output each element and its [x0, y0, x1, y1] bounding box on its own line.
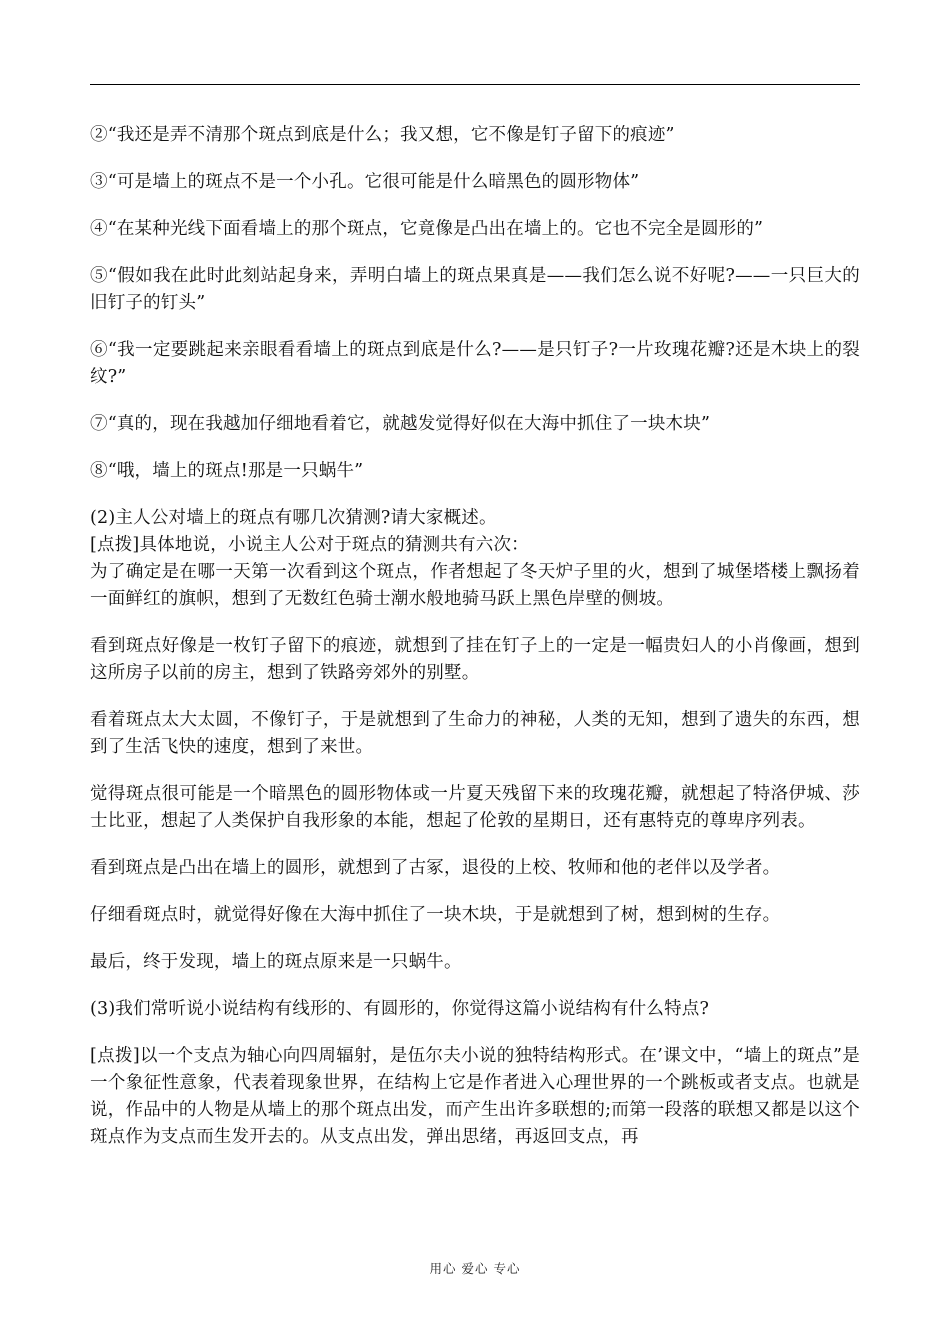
quote-7: ⑦“真的，现在我越加仔细地看着它，就越发觉得好似在大海中抓住了一块木块” — [90, 414, 711, 434]
hint-2-paragraph-4: 觉得斑点很可能是一个暗黑色的圆形物体或一片夏天残留下来的玫瑰花瓣，就想起了特洛伊城、莎士比亚，想起了人类保护自我形象的本能，想起了伦敦的星期日，还有惠特克的尊卑序列表。 — [90, 784, 860, 831]
hint-2-paragraph-7: 最后，终于发现，墙上的斑点原来是一只蜗牛。 — [90, 952, 462, 972]
question-3: (3)我们常听说小说结构有线形的、有圆形的，你觉得这篇小说结构有什么特点? — [90, 999, 710, 1019]
hint-2-paragraph-3: 看着斑点太大太圆，不像钉子，于是就想到了生命力的神秘，人类的无知，想到了遗失的东西，想到了生活飞快的速度，想到了来世。 — [90, 710, 860, 757]
hint-2-paragraph-6: 仔细看斑点时，就觉得好像在大海中抓住了一块木块，于是就想到了树，想到树的生存。 — [90, 905, 781, 925]
quote-6: ⑥“我一定要跳起来亲眼看看墙上的斑点到底是什么?——是只钉子?一片玫瑰花瓣?还是木块上的裂纹?” — [90, 340, 860, 387]
quote-4: ④“在某种光线下面看墙上的那个斑点，它竟像是凸出在墙上的。它也不完全是圆形的” — [90, 219, 764, 239]
header-rule — [90, 84, 860, 85]
hint-2-paragraph-5: 看到斑点是凸出在墙上的圆形，就想到了古冢，退役的上校、牧师和他的老伴以及学者。 — [90, 858, 781, 878]
quote-8: ⑧“哦，墙上的斑点!那是一只蜗牛” — [90, 461, 364, 481]
quote-2: ②“我还是弄不清那个斑点到底是什么；我又想，它不像是钉子留下的痕迹” — [90, 125, 675, 145]
hint-3: [点拨]以一个支点为轴心向四周辐射，是伍尔夫小说的独特结构形式。在’课文中，“墙上的斑点”是一个象征性意象，代表着现象世界，在结构上它是作者进入心理世界的一个跳板或者支点。也就是说，作品中的人物是从墙上的那个斑点出发，而产生出许多联想的;而第一段落的联想又都是以这个斑点作为支点而生发开去的。从支点出发，弹出思绪，再返回支点，再 — [90, 1046, 860, 1147]
quote-3: ③“可是墙上的斑点不是一个小孔。它很可能是什么暗黑色的圆形物体” — [90, 172, 640, 192]
hint-2-paragraph-1: 为了确定是在哪一天第一次看到这个斑点，作者想起了冬天炉子里的火，想到了城堡塔楼上飘扬着一面鲜红的旗帜，想到了无数红色骑士潮水般地骑马跃上黑色岸壁的侧坡。 — [90, 562, 860, 609]
hint-2-intro: [点拨]具体地说，小说主人公对于斑点的猜测共有六次： — [90, 535, 529, 555]
quote-5: ⑤“假如我在此时此刻站起身来，弄明白墙上的斑点果真是——我们怎么说不好呢?——一只巨大的旧钉子的钉头” — [90, 266, 860, 313]
hint-2-paragraph-2: 看到斑点好像是一枚钉子留下的痕迹，就想到了挂在钉子上的一定是一幅贵妇人的小肖像画，想到这所房子以前的房主，想到了铁路旁郊外的别墅。 — [90, 636, 860, 683]
page-footer: 用心 爱心 专心 — [429, 1261, 521, 1276]
document-body — [90, 122, 860, 1151]
question-2: (2)主人公对墙上的斑点有哪几次猜测?请大家概述。 — [90, 508, 497, 528]
